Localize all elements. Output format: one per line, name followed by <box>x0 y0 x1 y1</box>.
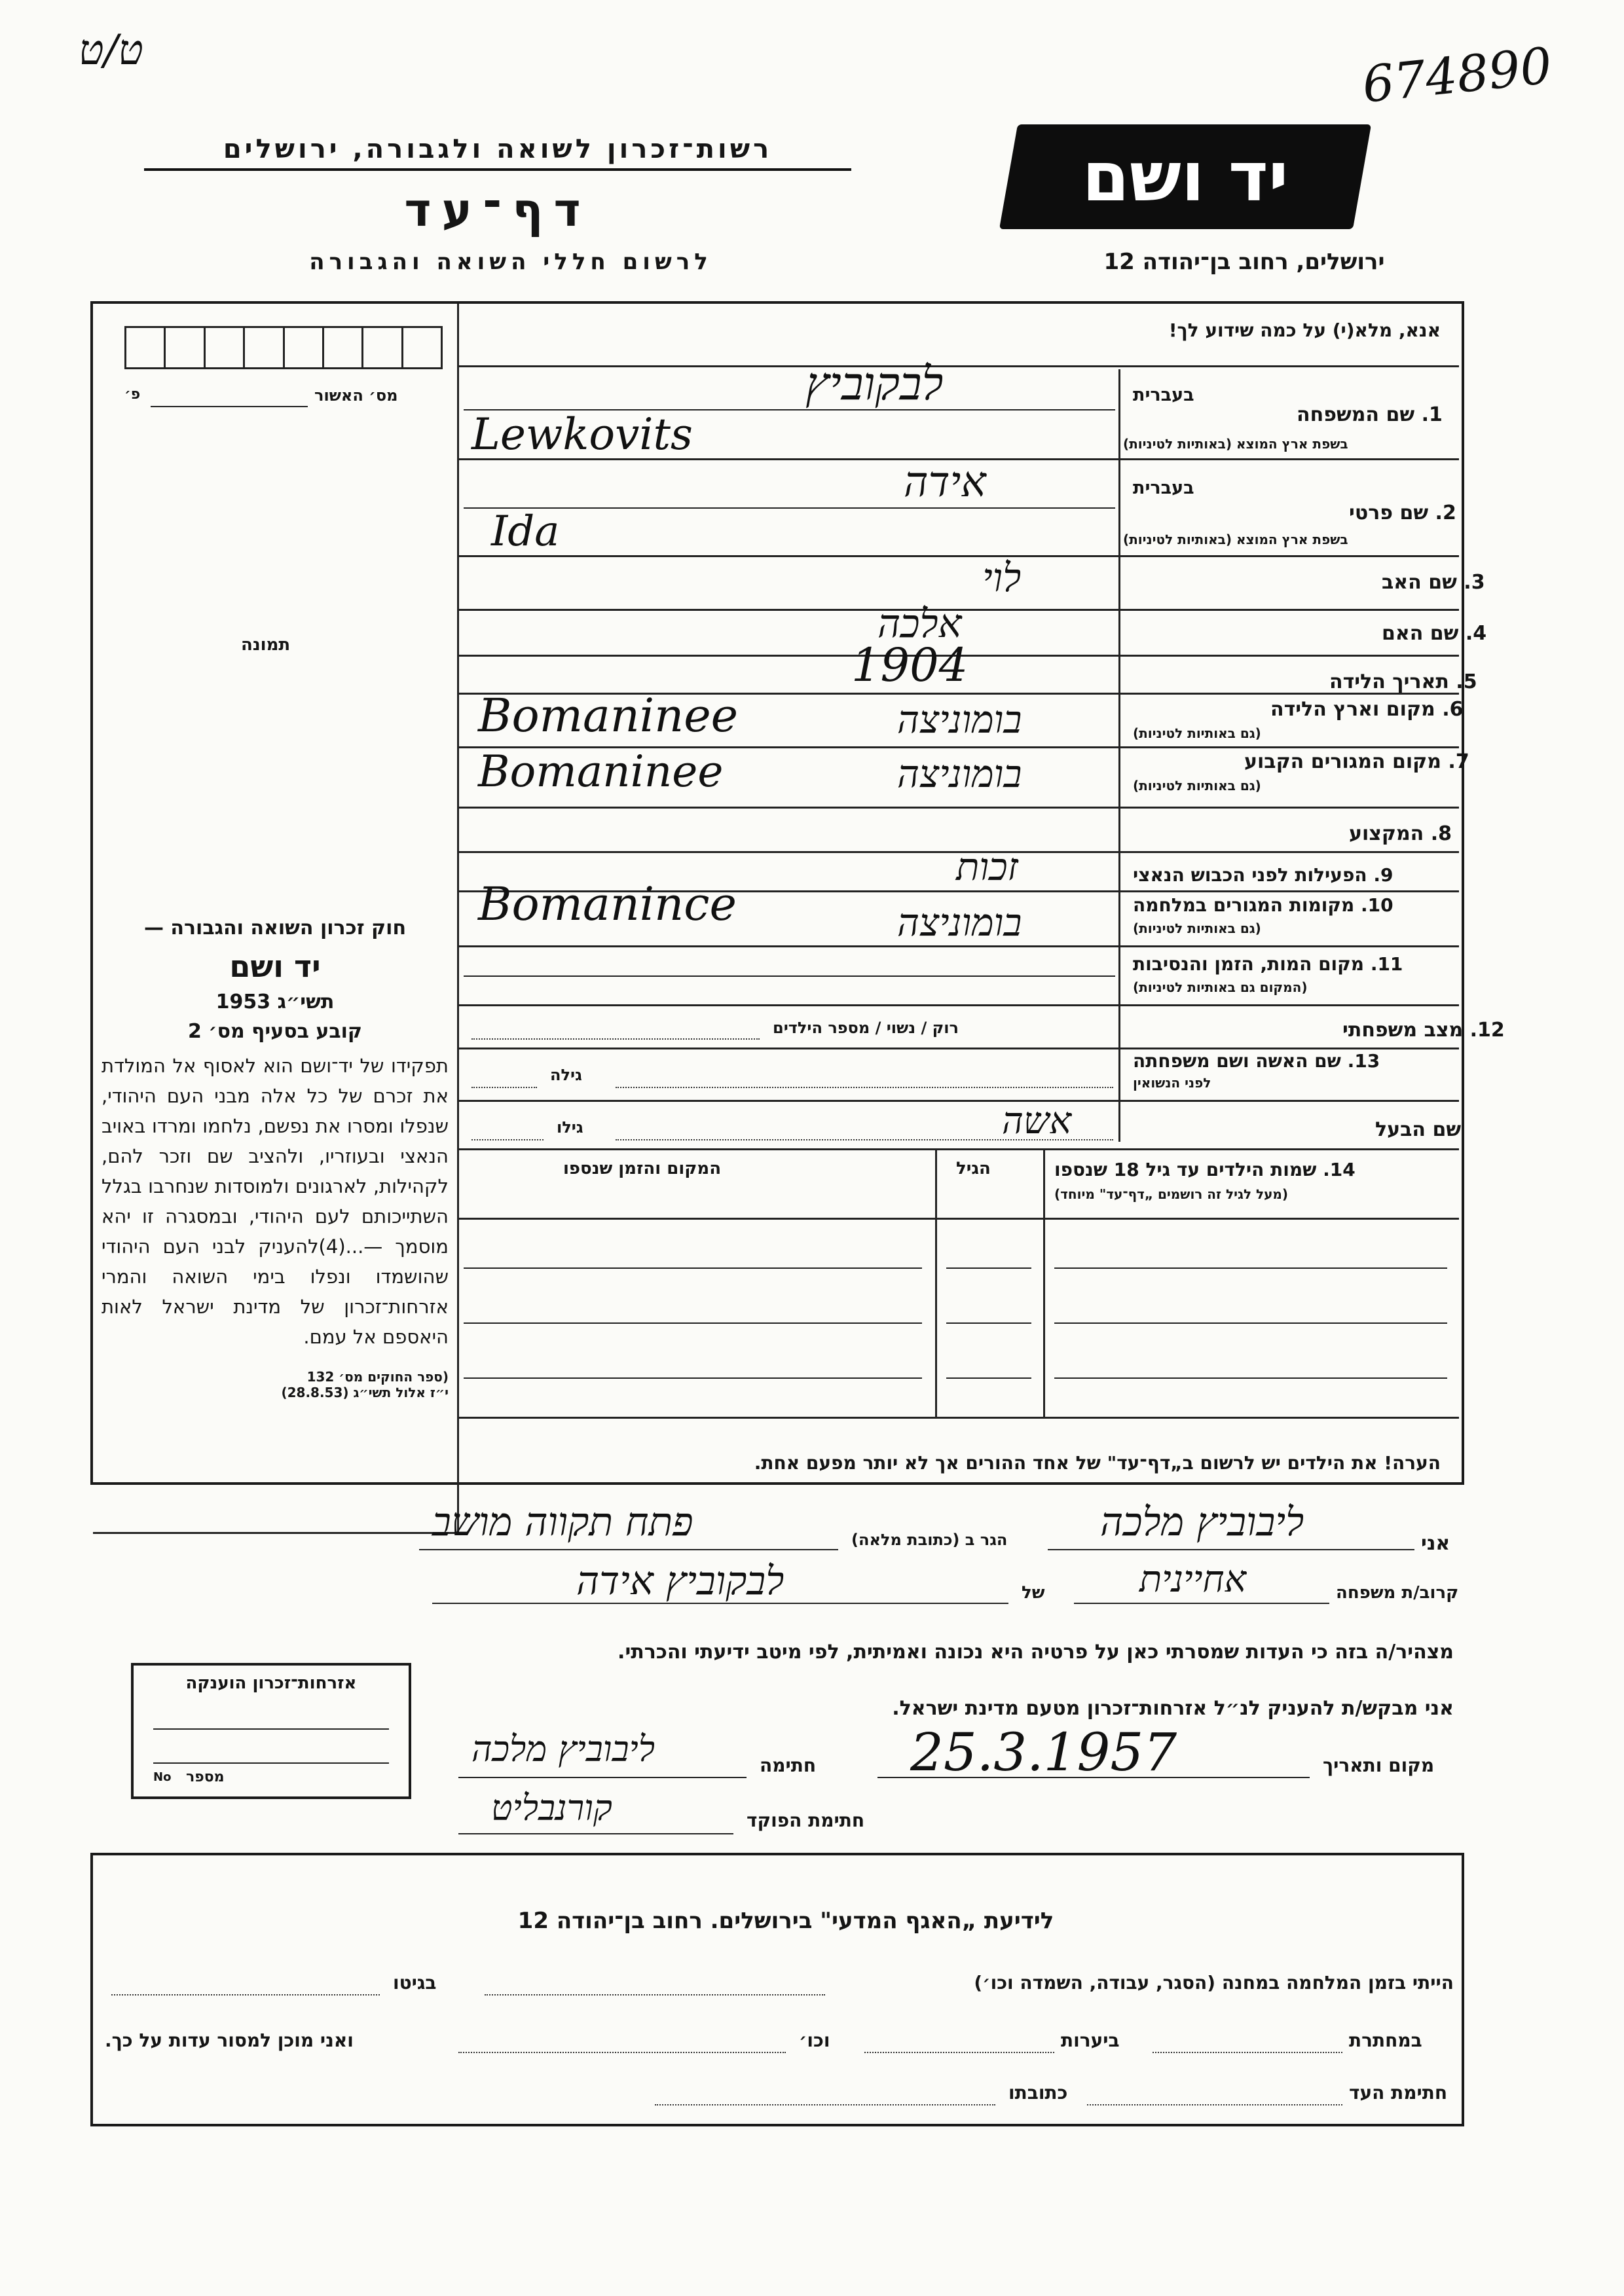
law-clause: קובע בסעיף מס׳ 2 <box>187 1020 363 1043</box>
decl-request: אני מבקש/ת להעניק לנ״ל אזרחות־זכרון מטעם מדינת ישראל. <box>892 1697 1454 1720</box>
decl-relation-value[interactable]: אחיינית <box>1139 1558 1247 1601</box>
row1-note: בשפת ארץ המוצא (באותיות לטיניות) <box>1123 436 1348 452</box>
address: ירושלים, רחוב בן־יהודה 12 <box>1103 249 1385 275</box>
children-col-divider-2 <box>935 1148 937 1417</box>
decl-ani-line <box>1048 1549 1414 1550</box>
row11-bottom <box>459 1004 1459 1006</box>
decl-of-line <box>432 1603 1008 1604</box>
footer-etc-label: וכו׳ <box>799 2030 830 2051</box>
row2-text: שם פרטי <box>1349 501 1429 524</box>
row12-options: רוק / נשוי / מספר הילדים <box>773 1019 959 1037</box>
row2-hebrew-line <box>464 507 1115 509</box>
row1-latin-value[interactable]: Lewkovits <box>471 409 693 460</box>
husband-label: שם הבעל <box>1375 1118 1462 1141</box>
row3-label <box>1382 571 1485 594</box>
row5-label <box>1329 670 1477 693</box>
sidebar-bottom <box>93 1532 459 1534</box>
decl-residing-label: הגר ב (כתובת מלאה) <box>851 1531 1008 1549</box>
row13-bottom <box>459 1100 1459 1102</box>
row9-value[interactable]: זכות <box>956 845 1018 889</box>
row13-label <box>1133 1050 1380 1072</box>
decl-ani: אני <box>1421 1532 1450 1555</box>
row13-name-line[interactable] <box>616 1087 1113 1088</box>
row13-age-label: גילה <box>550 1066 582 1084</box>
row11-note: (המקום גם באותיות לטיניות) <box>1133 979 1308 995</box>
children-col-place: המקום והזמן שנספו <box>563 1159 722 1178</box>
row10-hebrew-value[interactable]: בומוניצה <box>897 900 1022 945</box>
children-line-1b[interactable] <box>946 1267 1031 1269</box>
children-text: שמות הילדים עד גיל 18 שנספו <box>1054 1159 1317 1180</box>
form-subtitle: לרשום חללי השואה והגבורה <box>309 249 712 275</box>
row13-num: 13. <box>1347 1050 1380 1072</box>
children-bottom <box>459 1417 1459 1419</box>
footer-forests-label: ביערות <box>1061 2030 1120 2051</box>
row10-label <box>1133 894 1393 916</box>
footer-ready-label: ואני מוכן למסור עדות על כך. <box>105 2030 354 2051</box>
grant-number-label: מספר <box>186 1769 225 1785</box>
children-col-divider-1 <box>1043 1148 1045 1417</box>
logo-text: יד ושם <box>1082 137 1289 217</box>
row7-note: (גם באותיות לטיניות) <box>1133 778 1261 793</box>
decl-statement: מצהיר/ה בזה כי העדות שמסרתי כאן על פרטיה היא נכונה ואמיתית, לפי מיטב ידיעתי והכרתי. <box>618 1641 1454 1664</box>
grant-title: אזרחות־זכרון הוענקה <box>185 1673 357 1693</box>
label-divider <box>1118 369 1120 1142</box>
authority-title: רשות־זכרון לשואה ולגבורה, ירושלים <box>144 134 851 171</box>
corner-mark-left: ט/ט <box>79 26 143 75</box>
children-col-age: הגיל <box>956 1159 991 1178</box>
row9-label <box>1133 864 1393 886</box>
husband-name-line[interactable] <box>616 1139 1113 1140</box>
row2-note: בשפת ארץ המוצא (באותיות לטיניות) <box>1123 532 1348 547</box>
row7-latin-value[interactable]: Bomaninee <box>478 746 724 797</box>
row12-text: מצב משפחתי <box>1342 1019 1464 1042</box>
decl-residing-value[interactable]: פתח תקווה מושב <box>432 1499 693 1545</box>
row10-num: 10. <box>1360 894 1393 916</box>
row4-value[interactable]: אלכה <box>877 601 962 647</box>
children-header-bottom <box>459 1218 1459 1220</box>
row6-hebrew-value[interactable]: בומוניצה <box>897 697 1022 742</box>
decl-of-value[interactable]: לבקוביץ אידה <box>576 1558 784 1604</box>
row3-text: שם האב <box>1382 571 1457 594</box>
row11-text: מקום המות, הזמן והנסיבות <box>1133 953 1365 975</box>
footer-witness-sig-label: חתימת העד <box>1349 2082 1448 2104</box>
children-num: 14. <box>1323 1159 1356 1180</box>
row6-note: (גם באותיות לטיניות) <box>1133 725 1261 741</box>
decl-official-value[interactable]: קורנבליט <box>491 1787 612 1829</box>
row10-bottom <box>459 945 1459 947</box>
children-line-3c[interactable] <box>1054 1377 1447 1379</box>
corner-mark-right: 674890 <box>1359 36 1555 114</box>
yad-vashem-logo <box>999 124 1371 229</box>
decl-place-date-value[interactable]: 25.3.1957 <box>910 1722 1177 1783</box>
husband-age-line[interactable] <box>471 1139 544 1140</box>
row5-value[interactable]: 1904 <box>851 638 969 692</box>
law-text: תפקידו של יד־ושם הוא לאסוף אל המולדת את זכרם של כל אלה מבני העם היהודי, שנפלו ומסרו את נפשם, נלחמו ומרדו באויב הנאצי ובעוזריו, ולהציב שם וזכר להם, לקהילות, לארגונים ולמוסדות שנחרבו בגלל השתייכותם לעם היהודי, ובמסגרה זו יהא מוסמך —...(4)להעניק לבני העם היהודי שהושמדו ונפלו בימי השואה והמרי אזרחות־זכרון של מדינת ישראל לאות היאספם אל עמם. <box>101 1055 449 1348</box>
row3-value[interactable]: לוי <box>982 555 1022 601</box>
children-line-3[interactable] <box>464 1377 922 1379</box>
row7-bottom <box>459 807 1459 809</box>
approval-suffix: פ׳ <box>124 386 141 403</box>
row7-label <box>1244 750 1469 773</box>
row4-label <box>1382 622 1486 645</box>
decl-place-date-label: מקום ותאריך <box>1323 1755 1435 1776</box>
row12-label <box>1342 1019 1505 1042</box>
row1-num: 1. <box>1421 403 1443 426</box>
row5-text: תאריך הלידה <box>1329 670 1449 693</box>
row4-text: שם האם <box>1382 622 1459 645</box>
decl-signature-value[interactable]: ליבוביץ מלכה <box>471 1728 655 1770</box>
decl-signature-label: חתימה <box>760 1755 817 1776</box>
row10-text: מקומות המגורים במלחמה <box>1133 894 1355 916</box>
footer-underground-label: במחתרת <box>1349 2030 1422 2051</box>
row13-text: שם האשה ושם משפחתה <box>1133 1050 1341 1072</box>
law-source-date: י״ז אלול תשי״ג (28.8.53) <box>281 1385 449 1400</box>
row13-age-line[interactable] <box>471 1087 537 1088</box>
footer-title: לידיעת „האגף המדעי" בירושלים. רחוב בן־יהודה 12 <box>517 1908 1054 1934</box>
row1-label <box>1297 403 1443 426</box>
row9-text: הפעילות לפני הכבוש הנאצי <box>1133 864 1367 886</box>
children-line-2c[interactable] <box>1054 1322 1447 1324</box>
decl-residing-line <box>419 1549 838 1550</box>
row11-num: 11. <box>1370 953 1403 975</box>
row2-bottom <box>459 555 1459 557</box>
sidebar-divider <box>457 304 459 1533</box>
footer-etc-line[interactable] <box>458 2052 786 2053</box>
approval-line[interactable] <box>151 406 308 407</box>
law-name: יד ושם <box>229 949 321 984</box>
row7-num: 7. <box>1448 750 1469 773</box>
row6-latin-value[interactable]: Bomaninee <box>478 689 739 742</box>
decl-of-label: של <box>1022 1583 1045 1603</box>
form-title: דף־עד <box>404 183 591 237</box>
husband-value[interactable]: אשה <box>1002 1100 1072 1142</box>
law-title: חוק זכרון השואה והגבורה — <box>143 917 407 939</box>
husband-age-label: גילו <box>557 1118 583 1137</box>
row6-label <box>1270 698 1463 721</box>
row1-hebrew-value[interactable]: לבקוביץ <box>805 357 944 410</box>
decl-relation-line <box>1074 1603 1329 1604</box>
row2-hebrew-value[interactable]: אידה <box>904 458 986 507</box>
decl-relation-label: קרוב/ת משפחה <box>1336 1583 1459 1603</box>
husband-bottom <box>459 1148 1459 1150</box>
footer-witness-sig-line[interactable] <box>1087 2104 1342 2105</box>
footer-address-line[interactable] <box>655 2104 995 2105</box>
row11-label <box>1133 953 1403 975</box>
row7-text: מקום המגורים הקבוע <box>1244 750 1441 773</box>
row2-label <box>1349 501 1456 524</box>
row10-note: (גם באותיות לטיניות) <box>1133 920 1261 936</box>
row13-note: לפני הנשואין <box>1133 1075 1211 1091</box>
row8-text: המקצוע <box>1349 822 1424 845</box>
children-line-1[interactable] <box>464 1267 922 1269</box>
in-hebrew-2: בעברית <box>1133 478 1194 498</box>
remark-text: הערה! את הילדים יש לרשום ב„דף־עד" של אחד ההורים אך לא יותר מפעם אחת. <box>754 1452 1441 1474</box>
footer-camp-line[interactable] <box>485 1994 825 1995</box>
row5-num: 5. <box>1456 670 1477 693</box>
children-label <box>1054 1159 1356 1180</box>
row6-text: מקום וארץ הלידה <box>1270 698 1435 721</box>
row4-num: 4. <box>1465 622 1487 645</box>
decl-place-date-line <box>877 1777 1310 1778</box>
footer-underground-line[interactable] <box>1153 2052 1342 2053</box>
row11-line[interactable] <box>464 975 1115 977</box>
children-line-2[interactable] <box>464 1322 922 1324</box>
children-line-3b[interactable] <box>946 1377 1031 1379</box>
decl-official-line <box>458 1833 733 1834</box>
footer-ghetto-label: בגיטו <box>393 1972 437 1994</box>
row7-hebrew-value[interactable]: בומוניצה <box>897 752 1022 796</box>
row12-line[interactable] <box>471 1038 760 1040</box>
decl-signature-line <box>458 1777 747 1778</box>
in-hebrew-1: בעברית <box>1133 385 1194 405</box>
decl-official-label: חתימת הפוקד <box>747 1810 865 1831</box>
children-line-2b[interactable] <box>946 1322 1031 1324</box>
row8-label <box>1349 822 1452 845</box>
row2-num: 2. <box>1435 501 1456 524</box>
footer-camp-label: הייתי בזמן המלחמה במחנה (הסגר, עבודה, השמדה וכו׳) <box>974 1972 1454 1994</box>
footer-ghetto-line[interactable] <box>111 1994 380 1995</box>
footer-address-label: כתובתו <box>1008 2082 1068 2104</box>
row1-text: שם המשפחה <box>1297 403 1415 426</box>
children-note: (מעל לגיל זה רושמים „דף־עד" מיוחד) <box>1054 1186 1289 1202</box>
approval-number-boxes <box>124 326 443 369</box>
row9-num: 9. <box>1373 864 1393 886</box>
row2-latin-value[interactable]: Ida <box>491 507 560 556</box>
instruction-text: אנא, מלא(י) על כמה שידוע לך! <box>1168 319 1441 341</box>
photo-label: תמונה <box>241 635 291 655</box>
grant-box <box>131 1663 411 1799</box>
grant-no-label: No <box>153 1770 172 1784</box>
row3-num: 3. <box>1464 571 1485 594</box>
children-line-1c[interactable] <box>1054 1267 1447 1269</box>
instruction-underline <box>459 365 1459 367</box>
law-sidebar <box>101 917 449 1400</box>
approval-label: מס׳ האשור <box>314 386 398 405</box>
decl-ani-value[interactable]: ליבוביץ מלכה <box>1100 1499 1304 1545</box>
row6-num: 6. <box>1442 698 1464 721</box>
row12-num: 12. <box>1469 1019 1505 1042</box>
law-source: (ספר החוקים מס׳ 132 <box>306 1369 449 1385</box>
row10-latin-value[interactable]: Bomanince <box>478 877 737 931</box>
row12-bottom <box>459 1048 1459 1049</box>
footer-forests-line[interactable] <box>864 2052 1054 2053</box>
row8-num: 8. <box>1430 822 1452 845</box>
law-year: תשי״ג 1953 <box>215 991 335 1013</box>
